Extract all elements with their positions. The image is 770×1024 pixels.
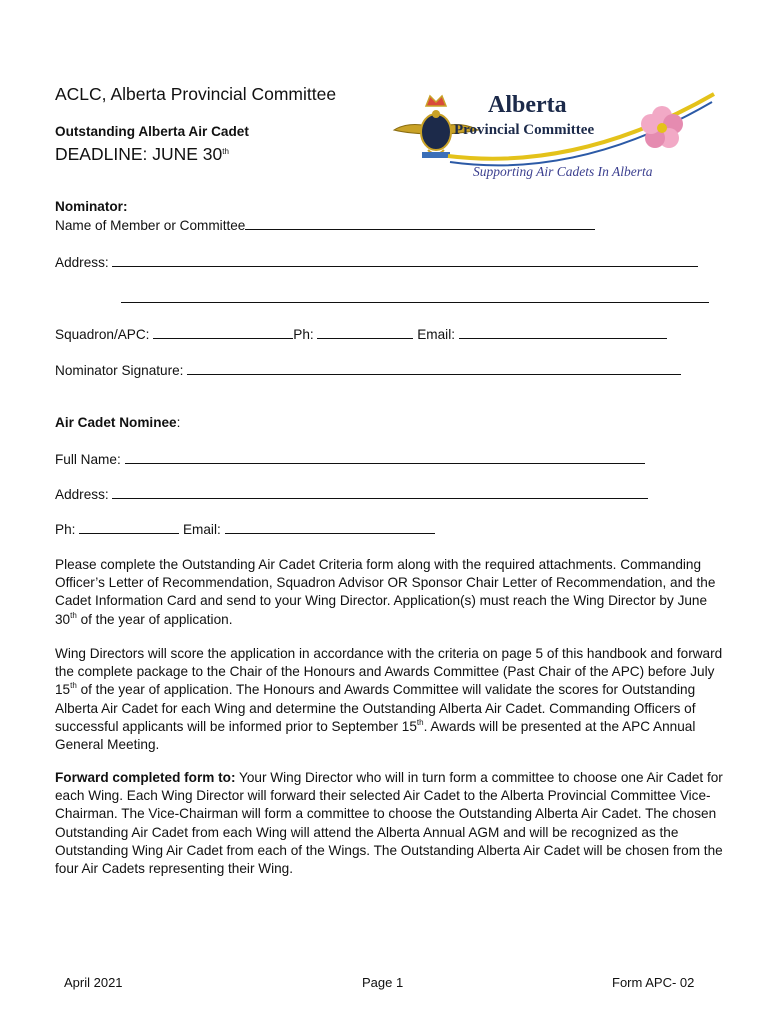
footer-page-number: Page 1: [362, 975, 404, 990]
logo-tagline: Supporting Air Cadets In Alberta: [473, 164, 653, 179]
instructions-paragraph-3: [55, 769, 725, 878]
p2-sup-2: th: [416, 717, 424, 727]
nominator-address-label: Address:: [55, 255, 109, 270]
p2-text-a: Wing Directors will score the application in accordance with the criteria on page 5 of this handbook and forward the complete package to the Chair of the Honours and Awards Committee (Past Chair of the APC) before July 15: [55, 646, 723, 698]
squadron-label: Squadron/APC:: [55, 327, 150, 342]
nominator-address-line2-field[interactable]: [121, 302, 709, 303]
nominee-heading-colon: :: [176, 415, 181, 430]
logo-subtitle: Provincial Committee: [454, 122, 595, 138]
fullname-field[interactable]: [125, 450, 645, 464]
nominator-name-row: [55, 216, 595, 235]
nominator-email-label: Email:: [417, 327, 455, 342]
nominator-email-field[interactable]: [459, 325, 667, 339]
form-subtitle: Outstanding Alberta Air Cadet: [55, 124, 249, 139]
nominator-name-field[interactable]: [245, 216, 595, 230]
nominee-email-field[interactable]: [225, 520, 435, 534]
signature-row: [55, 361, 681, 380]
nominator-address-field[interactable]: [112, 253, 698, 267]
squadron-row: [55, 325, 667, 344]
logo-title: Alberta: [488, 92, 567, 118]
deadline: [55, 144, 229, 165]
p3-text: Your Wing Director who will in turn form a committee to choose one Air Cadet for each Wing. Each Wing Director will forward their selected Air Cadet to the Alberta Provincial Committee Vice-Chairman. The Vice-Chairman will form a committee to choose the Outstanding Alberta Air Cadet. The chosen Outstanding Air Cadet from each Wing will attend the Alberta Annual AGM and will be recognized as the Outstanding Wing Air Cadet from each of the Wings. The Outstanding Alberta Air Cadet will be chosen from the four Air Cadets representing their Wing.: [55, 770, 723, 877]
nominator-heading: Nominator:: [55, 199, 128, 214]
fullname-label: Full Name:: [55, 452, 121, 467]
org-title: ACLC, Alberta Provincial Committee: [55, 84, 337, 104]
logo-graphic: [388, 84, 716, 188]
p2-sup-1: th: [70, 681, 77, 691]
footer-form-id: Form APC- 02: [612, 975, 695, 990]
p1-sup: th: [70, 610, 77, 620]
deadline-sup: th: [222, 147, 229, 156]
p1-text-b: of the year of application.: [76, 611, 233, 627]
nominee-heading: Air Cadet Nominee: [55, 415, 177, 430]
fullname-row: [55, 450, 645, 469]
nominator-phone-field[interactable]: [317, 325, 413, 339]
signature-field[interactable]: [187, 361, 681, 375]
footer-date: April 2021: [64, 975, 123, 990]
alberta-committee-logo: [388, 84, 716, 188]
p2-text-c: . Awards will be presented at the APC Annual General Meeting.: [55, 718, 696, 753]
nominee-address-label: Address:: [55, 487, 109, 502]
instructions-paragraph-1: [55, 556, 725, 629]
nominee-contact-row: [55, 520, 435, 539]
nominee-address-field[interactable]: [112, 485, 648, 499]
nominator-name-label: Name of Member or Committee: [55, 218, 246, 233]
p3-bold-lead: Forward completed form to:: [55, 770, 236, 785]
nominator-address-row: [55, 253, 698, 272]
deadline-text: DEADLINE: JUNE 30: [55, 144, 223, 164]
nominee-heading-row: [55, 414, 180, 432]
squadron-field[interactable]: [153, 325, 293, 339]
nominee-phone-field[interactable]: [79, 520, 179, 534]
nominee-phone-label: Ph:: [55, 522, 76, 537]
instructions-paragraph-2: [55, 645, 725, 754]
signature-label: Nominator Signature:: [55, 363, 184, 378]
p2-text-b: of the year of application. The Honours and Awards Committee will validate the scores for Outstanding Alberta Air Cadet for each Wing and determine the Outstanding Alberta Air Cadet. Commanding Officers of successful applicants will be informed prior to September 15: [55, 682, 696, 734]
nominee-address-row: [55, 485, 648, 504]
nominee-email-label: Email:: [182, 522, 221, 537]
p1-text-a: Please complete the Outstanding Air Cadet Criteria form along with the required attachments. Commanding Officer’s Letter of Recommendation, Squadron Advisor OR Sponsor Chair Letter of Recommendation, and the Cadet Information Card and send to your Wing Director. Application(s) must reach the Wing Director by June 30: [55, 557, 716, 627]
nominator-phone-label: Ph:: [293, 327, 314, 342]
